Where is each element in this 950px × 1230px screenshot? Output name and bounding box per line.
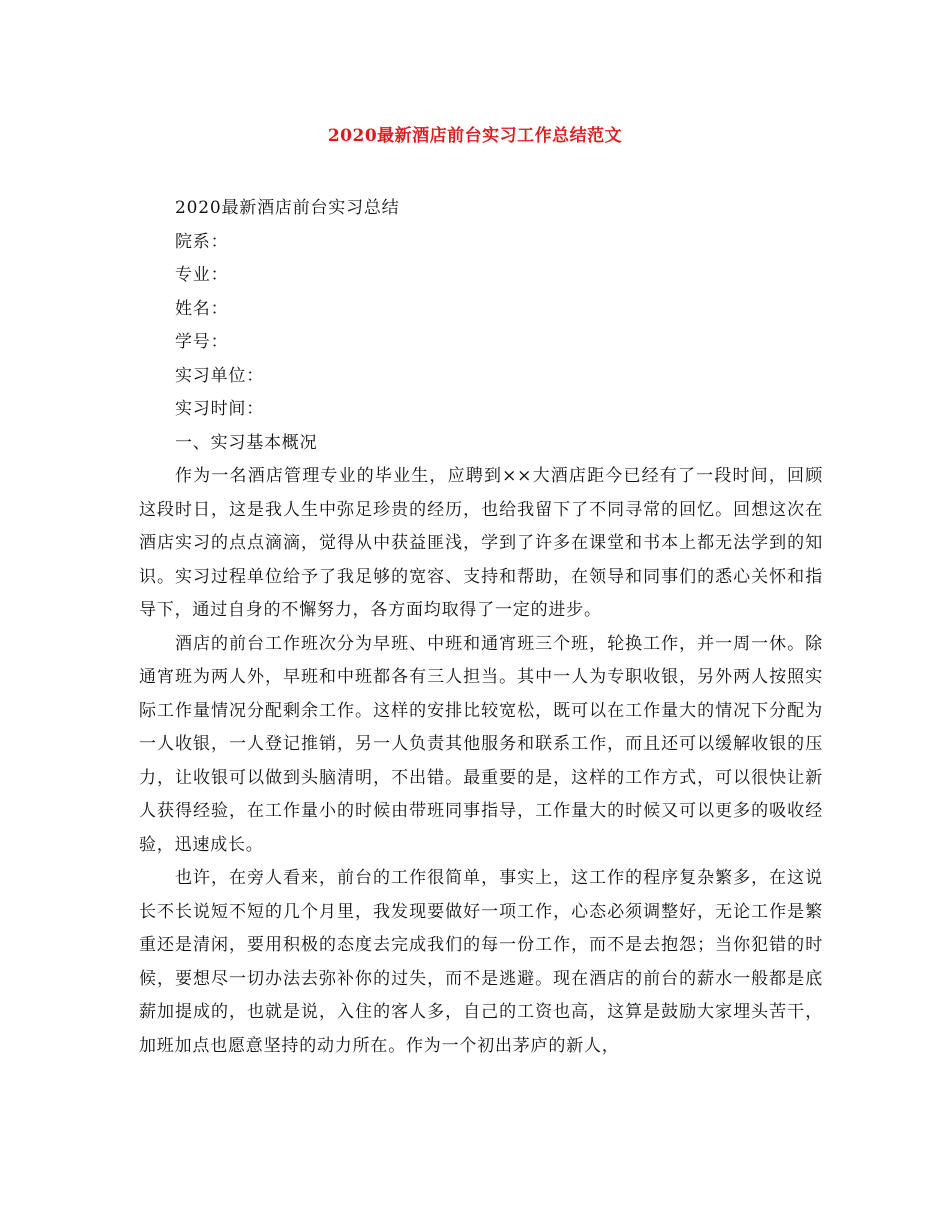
field-department: 院系： xyxy=(175,231,229,252)
document-body xyxy=(139,192,823,1063)
section-heading: 一、实习基本概况 xyxy=(175,432,318,453)
field-internship-time: 实习时间： xyxy=(175,399,264,419)
field-internship-unit: 实习单位： xyxy=(175,365,264,386)
field-student-id: 学号： xyxy=(175,332,229,352)
field-name: 姓名： xyxy=(175,298,229,319)
paragraph: 也许，在旁人看来，前台的工作很简单，事实上，这工作的程序复杂繁多，在这说长不长说短不短的几个月里，我发现要做好一项工作，心态必须调整好，无论工作是繁重还是清闲，要用积极的态度去完成我们的每一份工作，而不是去抱怨；当你犯错的时候，要想尽一切办法去弥补你的过失，而不是逃避。现在酒店的前台的薪水一般都是底薪加提成的，也就是说，入住的客人多，自己的工资也高，这算是鼓励大家埋头苦干，加班加点也愿意坚持的动力所在。作为一个初出茅庐的新人， xyxy=(139,868,823,1056)
paragraph: 作为一名酒店管理专业的毕业生，应聘到××大酒店距今已经有了一段时间，回顾这段时日，这是我人生中弥足珍贵的经历，也给我留下了不同寻常的回忆。回想这次在酒店实习的点点滴滴，觉得从中获益匪浅，学到了许多在课堂和书本上都无法学到的知识。实习过程单位给予了我足够的宽容、支持和帮助，在领导和同事们的悉心关怀和指导下，通过自身的不懈努力，各方面均取得了一定的进步。 xyxy=(139,466,823,620)
document-title: 2020最新酒店前台实习工作总结范文 xyxy=(327,126,623,146)
paragraph: 酒店的前台工作班次分为早班、中班和通宵班三个班，轮换工作，并一周一休。除通宵班为两人外，早班和中班都各有三人担当。其中一人为专职收银，另外两人按照实际工作量情况分配剩余工作。这样的安排比较宽松，既可以在工作量大的情况下分配为一人收银，一人登记推销，另一人负责其他服务和联系工作，而且还可以缓解收银的压力，让收银可以做到头脑清明，不出错。最重要的是，这样的工作方式，可以很快让新人获得经验，在工作量小的时候由带班同事指导，工作量大的时候又可以更多的吸收经验，迅速成长。 xyxy=(139,633,823,855)
subtitle-line: 2020最新酒店前台实习总结 xyxy=(175,198,400,218)
field-major: 专业： xyxy=(175,265,229,285)
